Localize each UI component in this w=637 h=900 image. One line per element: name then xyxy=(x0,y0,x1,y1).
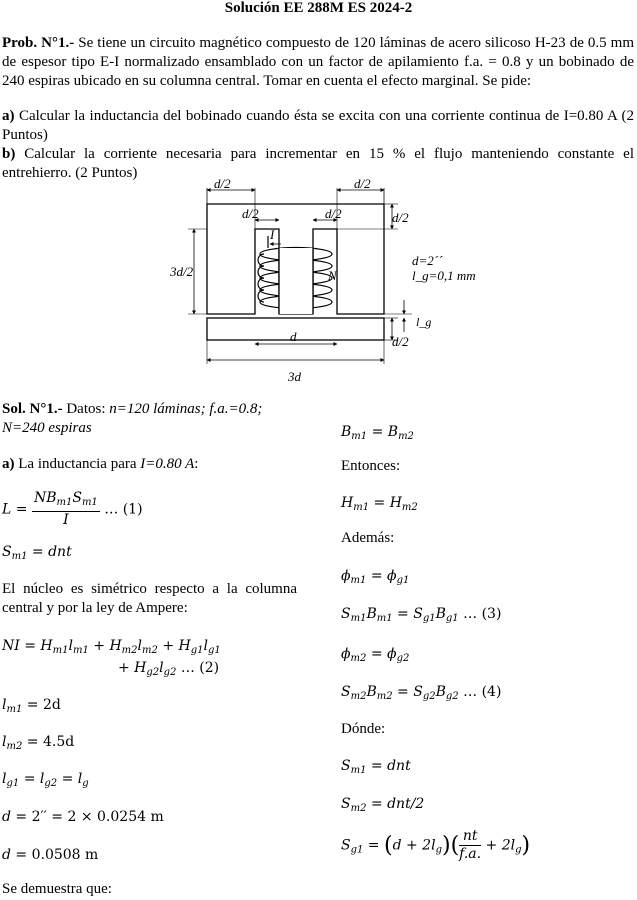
eq-tag-2: … (2) xyxy=(180,660,220,676)
problem-statement xyxy=(2,34,634,91)
equation-lg: $l_{g1} = l_{g2} = l_g$ xyxy=(2,771,89,789)
sm2-value: dnt/2 xyxy=(387,796,425,812)
equation-d-m: d = 0.0508 m xyxy=(2,847,99,863)
equation-phi1: $\phi_{m1} = \phi_{g1}$ xyxy=(341,568,410,586)
equation-1: L = $\frac{NB_{m1}S_{m1}}{I}$ … (1) xyxy=(2,490,143,528)
d-m-value: 0.0508 m xyxy=(31,847,99,863)
equation-4: $S_{m2}B_{m2} = S_{g2}B_{g2}$ … (4) xyxy=(341,684,502,702)
label-d2-inner-left: d/2 xyxy=(242,206,259,221)
solution-label: Sol. N°1.- xyxy=(2,401,63,417)
label-d-center: d xyxy=(290,329,297,344)
footer-text: Se demuestra que: xyxy=(2,881,112,897)
eq-tag-3: … (3) xyxy=(463,606,502,622)
equation-sm1-right: $S_{m1}$ = dnt xyxy=(341,758,411,776)
lm1-value: 2d xyxy=(42,697,61,713)
eq-tag-1: … (1) xyxy=(104,501,143,518)
question-a xyxy=(2,107,634,145)
part-a-text: La inductancia para xyxy=(18,456,137,472)
equation-bm: $B_{m1} = B_{m2}$ xyxy=(341,424,414,442)
equation-sg1: $S_{g1} = (d + 2l_g)$( $\frac{nt}{f.a.}$ + $2l_g$) xyxy=(341,828,531,862)
equation-2-line2: + $H_{g2}l_{g2}$ … (2) xyxy=(118,660,220,678)
ei-core-figure xyxy=(0,178,637,398)
data-prefix: Datos: xyxy=(66,401,106,417)
data-values: n=120 láminas; f.a.=0.8; N=240 espiras xyxy=(2,401,263,436)
equation-hm: $H_{m1} = H_{m2}$ xyxy=(341,495,418,513)
problem-text: Se tiene un circuito magnético compuesto de 120 láminas de acero silicoso H-23 de 0.5 mm de espesor tipo E-I normalizado ensamblado con un factor de apilamiento f.a. = 0.8 y un bobinado de 240 espiras ubicado en su columna central. Tomar en cuenta el efecto marginal. Se pide: xyxy=(2,35,634,89)
label-d2-top-right: d/2 xyxy=(354,178,371,191)
label-lg: l_g xyxy=(416,315,432,329)
equation-3: $S_{m1}B_{m1} = S_{g1}B_{g1}$ … (3) xyxy=(341,606,502,624)
text-entonces: Entonces: xyxy=(341,458,401,474)
text-ademas: Además: xyxy=(341,530,395,546)
d-inch-value: 2′′ = 2 × 0.0254 m xyxy=(31,809,164,825)
label-d2-top-left: d/2 xyxy=(214,178,231,191)
question-a-label: a) xyxy=(2,108,15,124)
part-a-value: I=0.80 A xyxy=(140,456,195,472)
equation-d-inch: d = 2′′ = 2 × 0.0254 m xyxy=(2,809,164,825)
part-a-colon: : xyxy=(194,456,199,472)
part-a-label: a) xyxy=(2,456,15,472)
label-d2-right-upper: d/2 xyxy=(392,210,409,225)
label-current: I xyxy=(270,227,275,242)
equation-sm2: $S_{m2} = dnt/2$ xyxy=(341,796,425,814)
page-title: Solución EE 288M ES 2024-2 xyxy=(224,0,413,16)
solution-data xyxy=(2,400,302,438)
equation-lm1: $l_{m1} = 2d$ xyxy=(2,697,61,715)
label-turns: N xyxy=(328,268,337,283)
equation-2-line1: NI = $H_{m1}l_{m1} + H_{m2}l_{m2} + H_{g1}l_{g1}$ xyxy=(2,638,221,656)
equation-lm2: $l_{m2} = 4.5d$ xyxy=(2,734,75,752)
label-3d: 3d xyxy=(288,369,301,384)
label-lg-value: l_g=0,1 mm xyxy=(412,268,476,283)
coil-front xyxy=(258,254,264,302)
eq-tag-4: … (4) xyxy=(463,684,502,700)
label-d2-inner-right: d/2 xyxy=(325,206,342,221)
label-d-value: d=2´´ xyxy=(412,253,443,268)
question-b-label: b) xyxy=(2,146,16,162)
lm2-value: 4.5d xyxy=(42,734,75,750)
label-height: 3d/2 xyxy=(170,264,194,279)
label-d2-right-lower: d/2 xyxy=(392,334,409,349)
equation-phi2: $\phi_{m2} = \phi_{g2}$ xyxy=(341,646,410,664)
question-b-text: Calcular la corriente necesaria para incrementar en 15 % el flujo manteniendo constante el entrehierro. (2 Puntos) xyxy=(2,146,634,181)
ampere-text: El núcleo es simétrico respecto a la columna central y por la ley de Ampere: xyxy=(2,581,297,616)
part-a-heading xyxy=(2,456,198,473)
question-a-text: Calcular la inductancia del bobinado cuando ésta se excita con una corriente continua de I=0.80 A (2 Puntos) xyxy=(2,108,635,143)
problem-label: Prob. N°1.- xyxy=(2,35,75,51)
equation-sm1: $S_{m1}$ = dnt xyxy=(2,544,72,562)
text-donde: Dónde: xyxy=(341,721,386,737)
